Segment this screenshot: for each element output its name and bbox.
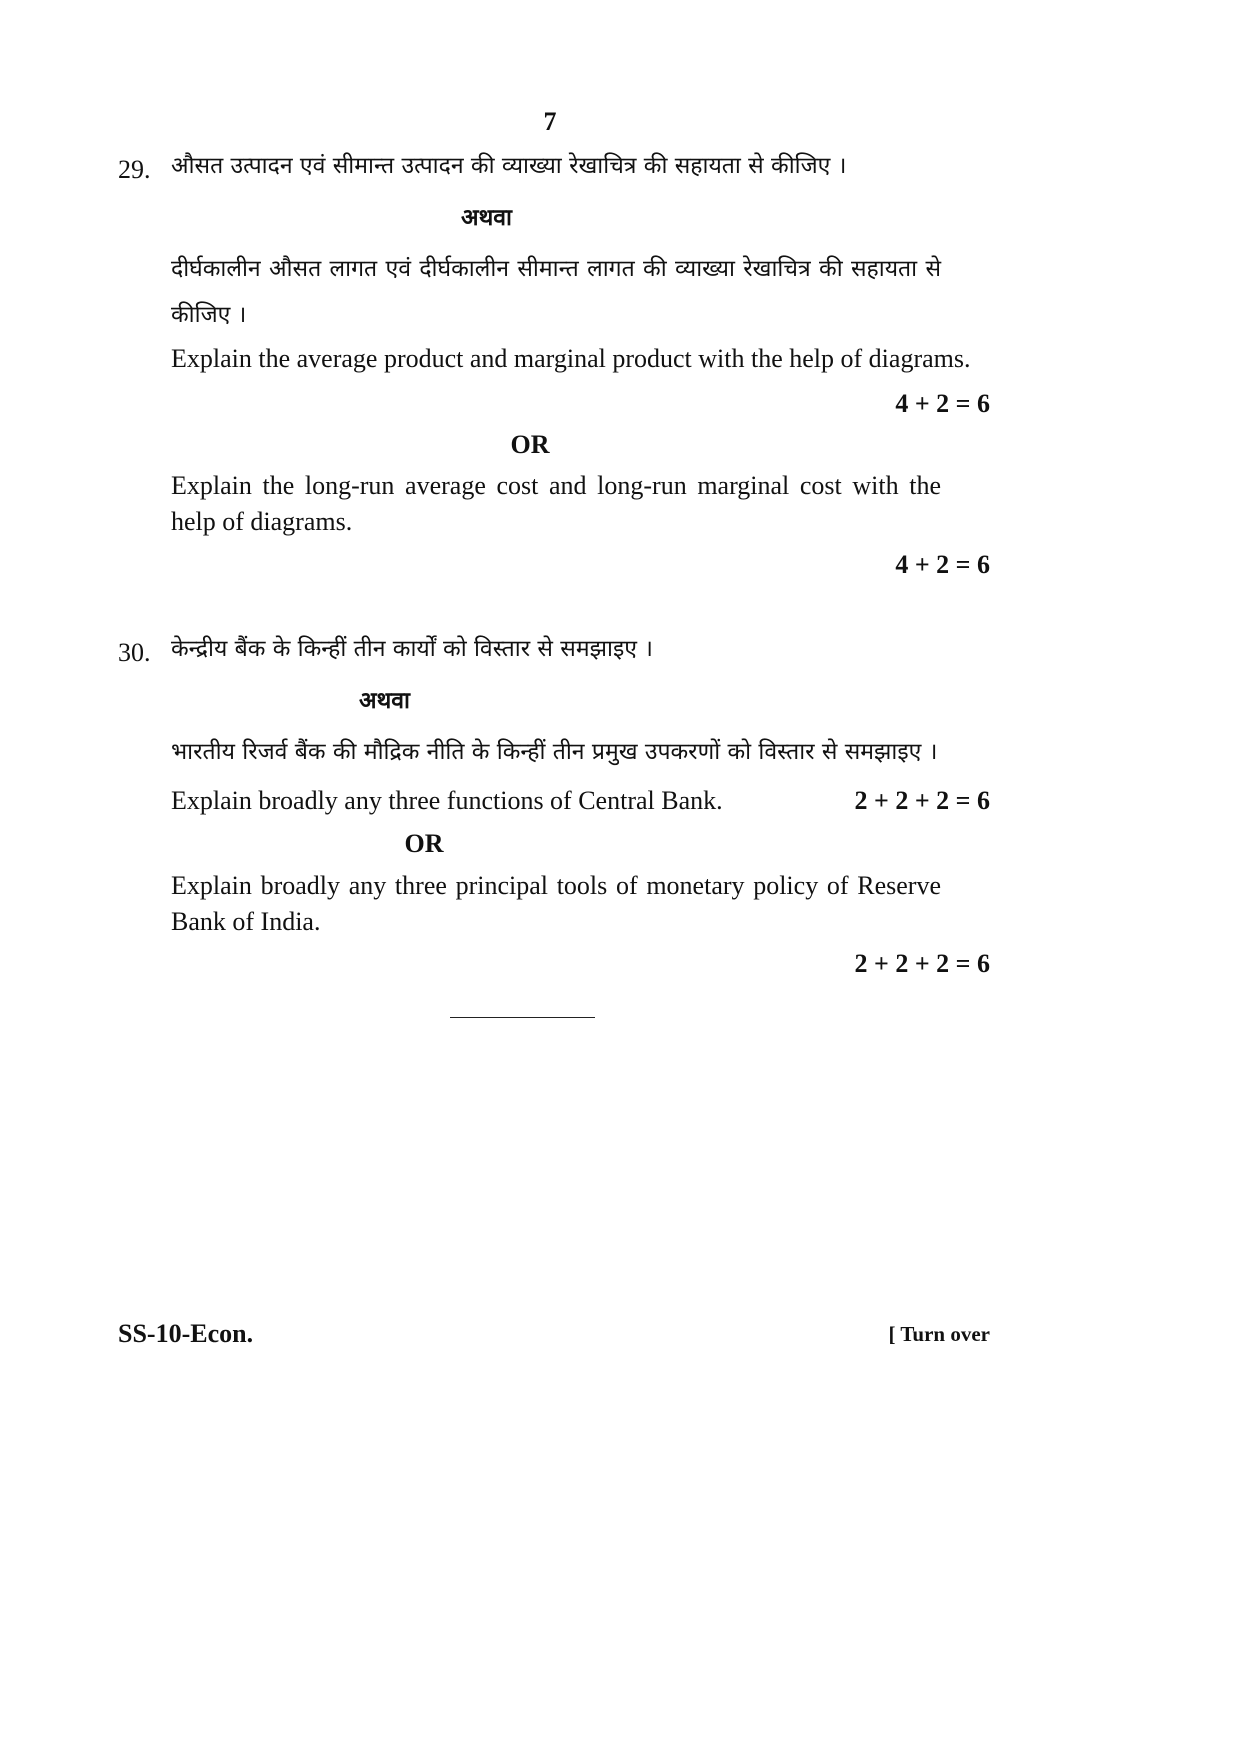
turn-over-label: [ Turn over <box>888 1322 990 1346</box>
page-number: 7 <box>543 107 557 136</box>
english-question-text: Explain broadly any three functions of Central Bank. <box>171 786 723 815</box>
hindi-question-text: औसत उत्पादन एवं सीमान्त उत्पादन की व्याख्या रेखाचित्र की सहायता से कीजिए । <box>171 153 847 179</box>
paper-code: SS-10-Econ. <box>118 1319 254 1348</box>
english-alternative-question-text: Explain broadly any three principal tools of monetary policy of Reserve Bank of India. <box>171 871 941 936</box>
hindi-alternative-question-text: दीर्घकालीन औसत लागत एवं दीर्घकालीन सीमान्त लागत की व्याख्या रेखाचित्र की सहायता से कीजिए । <box>171 256 941 328</box>
marks-label: 4 + 2 = 6 <box>895 389 990 418</box>
english-alternative-question-text: Explain the long-run average cost and long-run marginal cost with the help of diagrams. <box>171 471 941 536</box>
english-question-text: Explain the average product and marginal product with the help of diagrams. <box>171 344 971 373</box>
marks-label: 4 + 2 = 6 <box>895 550 990 579</box>
english-or-label: OR <box>510 430 550 459</box>
english-or-label: OR <box>404 829 444 858</box>
hindi-alternative-question-text: भारतीय रिजर्व बैंक की मौद्रिक नीति के किन्हीं तीन प्रमुख उपकरणों को विस्तार से समझाइए । <box>171 739 938 765</box>
hindi-question-text: केन्द्रीय बैंक के किन्हीं तीन कार्यों को विस्तार से समझाइए । <box>171 636 653 662</box>
question-number: 30. <box>118 638 151 667</box>
question-number: 29. <box>118 155 151 184</box>
hindi-or-label: अथवा <box>359 688 411 714</box>
marks-label: 2 + 2 + 2 = 6 <box>854 786 990 815</box>
marks-label: 2 + 2 + 2 = 6 <box>854 949 990 978</box>
hindi-or-label: अथवा <box>461 205 513 231</box>
end-divider <box>450 1017 595 1018</box>
